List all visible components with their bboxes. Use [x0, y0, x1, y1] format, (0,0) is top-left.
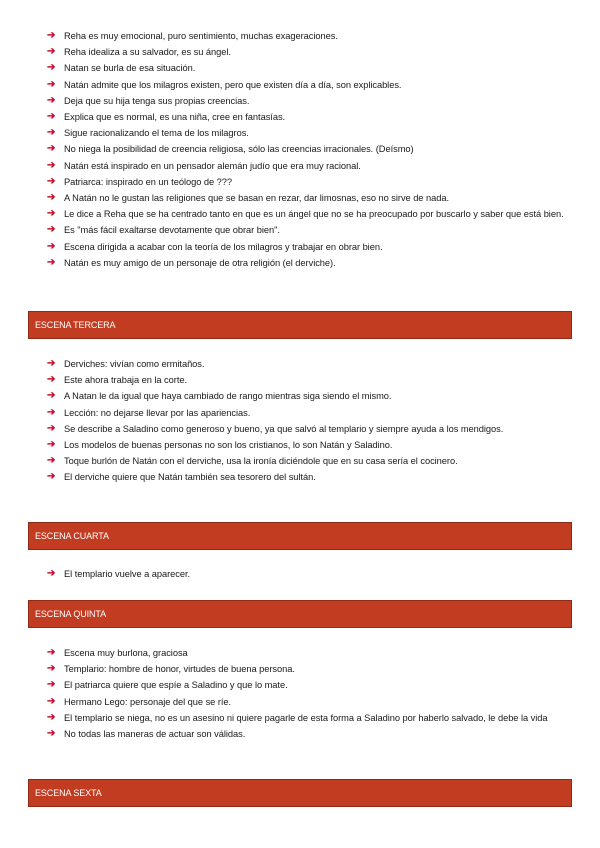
list-item: ➔ El templario vuelve a aparecer.: [47, 566, 572, 582]
arrow-icon: ➔: [47, 647, 56, 658]
list-item: ➔ Hermano Lego: personaje del que se ríe.: [47, 694, 572, 710]
arrow-icon: ➔: [47, 127, 56, 139]
arrow-icon: ➔: [47, 143, 56, 155]
list-item: ➔ Escena muy burlona, graciosa: [47, 645, 572, 661]
bullet-list-escena-quinta: [47, 645, 572, 742]
arrow-icon: ➔: [47, 111, 56, 123]
arrow-icon: ➔: [47, 208, 56, 220]
arrow-icon: ➔: [47, 62, 56, 74]
arrow-icon: ➔: [47, 568, 56, 579]
list-item: ➔ Deja que su hija tenga sus propias creencias.: [47, 93, 572, 109]
arrow-icon: ➔: [47, 439, 56, 451]
arrow-icon: ➔: [47, 358, 56, 369]
arrow-icon: ➔: [47, 30, 56, 41]
arrow-icon: ➔: [47, 728, 56, 740]
arrow-icon: ➔: [47, 390, 56, 402]
arrow-icon: ➔: [47, 663, 56, 675]
arrow-icon: ➔: [47, 192, 56, 204]
bullet-list-intro: [47, 28, 572, 271]
list-item: ➔ A Natán no le gustan las religiones que se basan en rezar, dar limosnas, eso no sirve de nada.: [47, 190, 572, 206]
arrow-icon: ➔: [47, 406, 56, 418]
list-item: ➔ Patriarca: inspirado en un teólogo de ???: [47, 174, 572, 190]
arrow-icon: ➔: [47, 175, 56, 187]
arrow-icon: ➔: [47, 224, 56, 236]
bullet-list-escena-tercera: [47, 356, 572, 486]
section-heading-escena-tercera: ESCENA TERCERA: [28, 311, 572, 339]
arrow-icon: ➔: [47, 695, 56, 707]
list-item: ➔ Se describe a Saladino como generoso y bueno, ya que salvó al templario y siempre ayuda a los mendigos.: [47, 421, 572, 437]
list-item: ➔ No niega la posibilidad de creencia religiosa, sólo las creencias irracionales. (Deísmo): [47, 141, 572, 157]
list-item: ➔ El derviche quiere que Natán también sea tesorero del sultán.: [47, 469, 572, 485]
arrow-icon: ➔: [47, 159, 56, 171]
list-item: ➔ Natán admite que los milagros existen, pero que existen día a día, son explicables.: [47, 77, 572, 93]
list-item: ➔ Le dice a Reha que se ha centrado tanto en que es un ángel que no se ha preocupado por buscarlo y saber que está bien.: [47, 206, 572, 222]
list-item: ➔ Este ahora trabaja en la corte.: [47, 372, 572, 388]
section-heading-escena-cuarta: ESCENA CUARTA: [28, 522, 572, 550]
list-item: ➔ Reha es muy emocional, puro sentimiento, muchas exageraciones.: [47, 28, 572, 44]
section-heading-escena-sexta: ESCENA SEXTA: [28, 779, 572, 807]
list-item: ➔ A Natan le da igual que haya cambiado de rango mientras siga siendo el mismo.: [47, 388, 572, 404]
list-item: ➔ Natan se burla de esa situación.: [47, 60, 572, 76]
list-item: ➔ Explica que es normal, es una niña, cree en fantasías.: [47, 109, 572, 125]
arrow-icon: ➔: [47, 374, 56, 386]
list-item: ➔ Natán es muy amigo de un personaje de otra religión (el derviche).: [47, 255, 572, 271]
bullet-list-escena-cuarta: [47, 566, 572, 582]
arrow-icon: ➔: [47, 256, 56, 268]
list-item: ➔ Natán está inspirado en un pensador alemán judío que era muy racional.: [47, 158, 572, 174]
list-item: ➔ Toque burlón de Natán con el derviche, usa la ironía diciéndole que en su casa sería el cocinero.: [47, 453, 572, 469]
list-item: ➔ Derviches: vivían como ermitaños.: [47, 356, 572, 372]
list-item: ➔ Templario: hombre de honor, virtudes de buena persona.: [47, 661, 572, 677]
list-item: ➔ Lección: no dejarse llevar por las apariencias.: [47, 405, 572, 421]
list-item: ➔ El patriarca quiere que espíe a Saladino y que lo mate.: [47, 677, 572, 693]
list-item: ➔ Los modelos de buenas personas no son los cristianos, lo son Natán y Saladino.: [47, 437, 572, 453]
arrow-icon: ➔: [47, 46, 56, 58]
arrow-icon: ➔: [47, 240, 56, 252]
arrow-icon: ➔: [47, 455, 56, 467]
list-item: ➔ Reha idealiza a su salvador, es su ángel.: [47, 44, 572, 60]
list-item: ➔ El templario se niega, no es un asesino ni quiere pagarle de esta forma a Saladino por haberlo salvado, le debe la vida: [47, 710, 572, 726]
arrow-icon: ➔: [47, 94, 56, 106]
list-item: ➔ Escena dirigida a acabar con la teoría de los milagros y trabajar en obrar bien.: [47, 239, 572, 255]
section-heading-escena-quinta: ESCENA QUINTA: [28, 600, 572, 628]
arrow-icon: ➔: [47, 471, 56, 483]
arrow-icon: ➔: [47, 78, 56, 90]
arrow-icon: ➔: [47, 711, 56, 723]
list-item: ➔ Es "más fácil exaltarse devotamente que obrar bien".: [47, 222, 572, 238]
arrow-icon: ➔: [47, 422, 56, 434]
list-item: ➔ Sigue racionalizando el tema de los milagros.: [47, 125, 572, 141]
list-item: ➔ No todas las maneras de actuar son válidas.: [47, 726, 572, 742]
arrow-icon: ➔: [47, 679, 56, 691]
